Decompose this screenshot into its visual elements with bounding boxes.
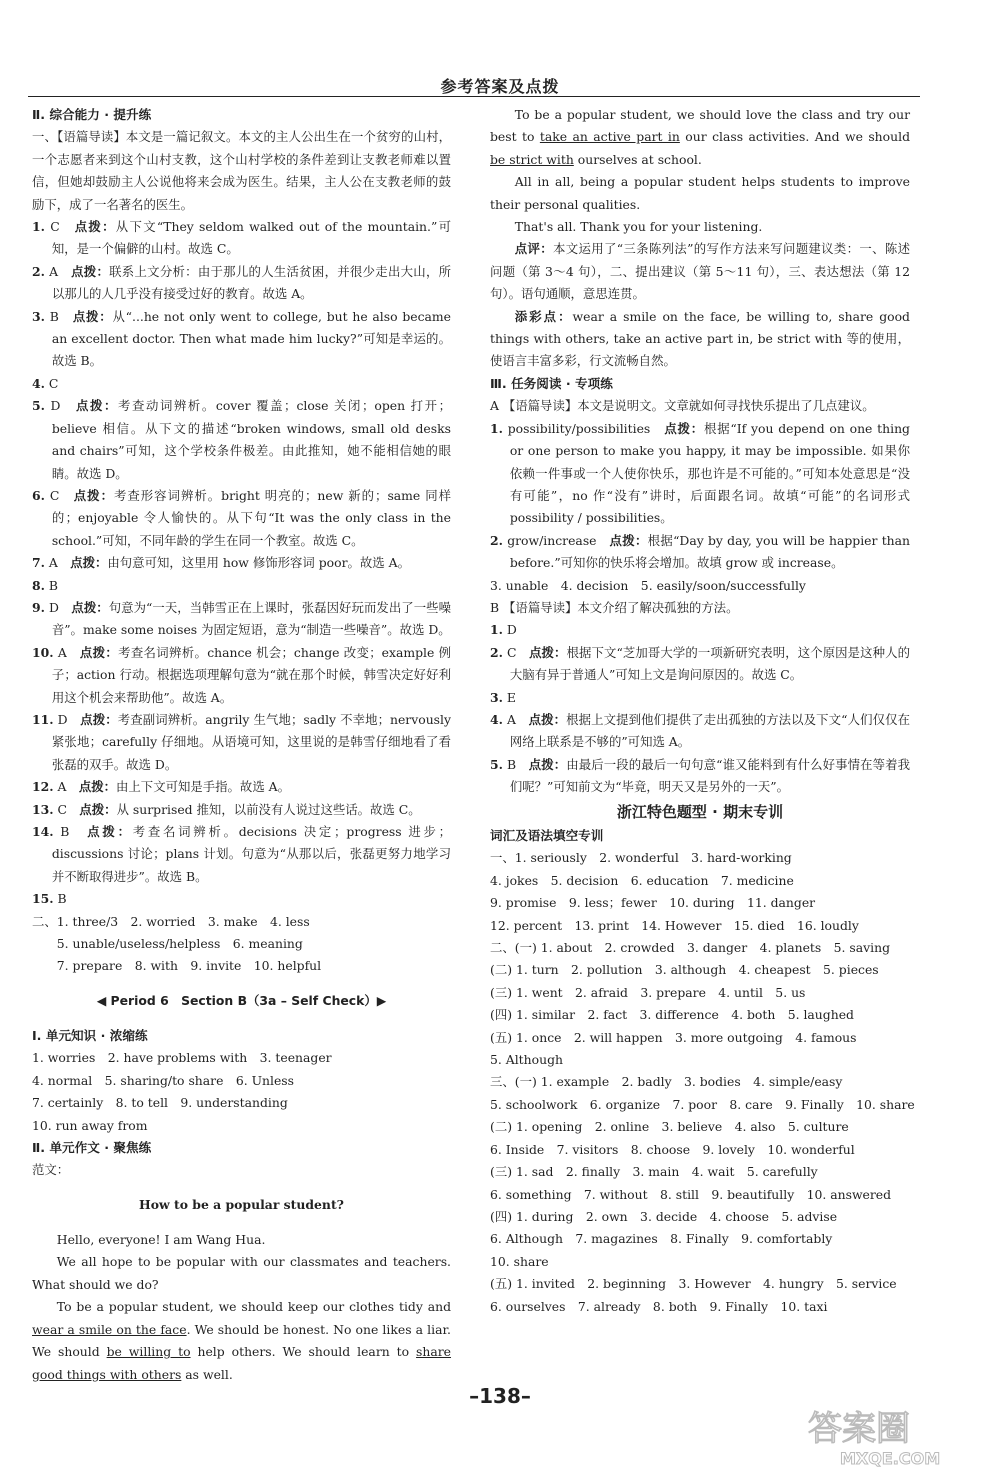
answer-row: (五) 1. once 2. will happen 3. more outgoing 4. famous bbox=[490, 1029, 857, 1045]
answer-row: 6. Inside 7. visitors 8. choose 9. lovely 10. wonderful bbox=[490, 1141, 855, 1157]
section-heading: 词汇及语法填空专训 bbox=[490, 828, 604, 843]
question-number: 8. bbox=[32, 577, 45, 593]
answer-row: 7. certainly 8. to tell 9. understanding bbox=[32, 1095, 288, 1111]
page-header bbox=[0, 0, 1000, 100]
period-heading: ◀ Period 6 Section B（3a – Self Check）▶ bbox=[96, 993, 387, 1009]
question-number: 1. bbox=[490, 420, 503, 436]
answer-row: (三) 1. went 2. afraid 3. prepare 4. until 5. us bbox=[490, 984, 806, 1000]
hint-label: 点拨： bbox=[609, 532, 648, 548]
comment-label: 添彩点： bbox=[514, 308, 573, 324]
explanation-text: 句意为“一天，当韩雪正在上课时，张磊因好玩而发出了一些噪音”。make some noises 为固定短语，意为“制造一些噪音”。故选 D。 bbox=[51, 599, 451, 638]
question-number: 12. bbox=[32, 779, 54, 795]
answer-item bbox=[32, 776, 451, 798]
answer-item bbox=[490, 418, 910, 530]
explanation-text: 考查动词辨析。cover 覆盖；close 关闭；open 打开；believe 相信。从下文的描述“broken windows, small old desks and chairs”可知，这个学校条件极差。由此推知，她不能相信她的眼睛。故选 D。 bbox=[51, 398, 452, 481]
explanation-text: 从 surprised 推知，以前没有人说过这些话。故选 C。 bbox=[116, 801, 421, 817]
answer-row: 4. normal 5. sharing/to share 6. Unless bbox=[32, 1072, 295, 1088]
question-number: 15. bbox=[32, 891, 54, 907]
hint-label: 点拨： bbox=[76, 398, 118, 414]
essay-paragraph: All in all, being a popular student helps students to improve their personal qualities. bbox=[490, 174, 910, 212]
paragraph: A 【语篇导读】本文是说明文。文章就如何寻找快乐提出了几点建议。 bbox=[490, 398, 875, 414]
explanation-text: 由上下文可知是手指。故选 A。 bbox=[116, 779, 290, 795]
answer-row: 5. unable/useless/helpless 6. meaning bbox=[32, 936, 303, 952]
answer-row: 9. promise 9. less；fewer 10. during 11. danger bbox=[490, 895, 816, 911]
answer-key: D bbox=[50, 398, 61, 414]
question-number: 4. bbox=[32, 375, 45, 391]
question-number: 14. bbox=[32, 824, 54, 839]
watermark-logo bbox=[800, 1400, 990, 1468]
answer-item bbox=[32, 888, 451, 910]
answer-row: 7. prepare 8. with 9. invite 10. helpful bbox=[32, 958, 322, 974]
answer-row: 二、(一) 1. about 2. crowded 3. danger 4. planets 5. saving bbox=[490, 940, 891, 956]
answer-item bbox=[32, 799, 451, 821]
essay-text: . We should be honest. No one likes a liar. We should bbox=[32, 1321, 451, 1360]
answer-key: C bbox=[48, 375, 59, 391]
answer-row: 4. jokes 5. decision 6. education 7. medicine bbox=[490, 872, 794, 888]
essay-text: our class activities. And we should bbox=[679, 129, 910, 145]
question-number: 1. bbox=[490, 622, 503, 638]
answer-item bbox=[32, 395, 451, 485]
watermark-text-main: 答案圈 bbox=[808, 1409, 910, 1449]
answer-row: (三) 1. sad 2. finally 3. main 4. wait 5. carefully bbox=[490, 1164, 818, 1180]
answer-item bbox=[32, 821, 451, 888]
hint-label: 点拨： bbox=[73, 487, 114, 503]
answer-key: E bbox=[506, 689, 516, 705]
explanation-text: 考查名词辨析。chance 机会；change 改变；example 例子；action 行动。根据选项理解句意为“就在那个时候，韩雪决定好好利用这个机会来帮助他”。故选 A。 bbox=[51, 644, 451, 705]
left-column bbox=[32, 104, 451, 1386]
answer-key: grow/increase bbox=[507, 532, 597, 548]
essay-text: To be a popular student, we should love the class and try our best to bbox=[490, 107, 910, 145]
essay-paragraph bbox=[32, 1296, 451, 1386]
hint-label: 点拨： bbox=[71, 263, 110, 279]
question-number: 1. bbox=[32, 219, 45, 235]
answer-row: (二) 1. turn 2. pollution 3. although 4. cheapest 5. pieces bbox=[490, 962, 879, 978]
question-number: 2. bbox=[490, 644, 503, 660]
hint-label: 点拨： bbox=[72, 308, 113, 324]
explanation-text: 根据“If you depend on one thing or one person to make you happy, it may be impossible. 如果你依赖一件事或一个人使你快乐，那也许是不可能的。”可知本处意思是“没有可能”，no 作“没有”讲时，后面跟名词。故填“可能”的名词形式 possibility / possibilities。 bbox=[509, 420, 910, 526]
answer-key: B bbox=[48, 577, 58, 593]
answer-item bbox=[490, 754, 910, 799]
answer-row: (四) 1. during 2. own 3. decide 4. choose 5. advise bbox=[490, 1208, 838, 1224]
answer-row: 3. unable 4. decision 5. easily/soon/successfully bbox=[490, 577, 806, 593]
answer-row: (二) 1. opening 2. online 3. believe 4. also 5. culture bbox=[490, 1119, 849, 1135]
explanation-text: 从下文“They seldom walked out of the mountain.”可知，是一个偏僻的山村。故选 C。 bbox=[51, 219, 452, 257]
essay-text: To be a popular student, we should keep our clothes tidy and bbox=[56, 1299, 451, 1315]
answer-item bbox=[490, 709, 910, 754]
essay-paragraph: We all hope to be popular with our classmates and teachers. What should we do? bbox=[32, 1254, 451, 1292]
right-column bbox=[490, 104, 915, 1318]
answer-key: possibility/possibilities bbox=[507, 420, 651, 436]
answer-key: A bbox=[57, 779, 67, 795]
comment-label: 点评： bbox=[514, 241, 554, 257]
answer-key: B bbox=[60, 824, 70, 839]
answer-key: C bbox=[49, 487, 60, 503]
answer-key: A bbox=[57, 644, 67, 660]
answer-row: (五) 1. invited 2. beginning 3. However 4. hungry 5. service bbox=[490, 1276, 897, 1292]
answer-item bbox=[490, 530, 910, 575]
question-number: 6. bbox=[32, 487, 45, 503]
question-number: 3. bbox=[32, 308, 45, 324]
question-number: 5. bbox=[490, 756, 503, 772]
essay-text: ourselves at school. bbox=[573, 151, 702, 167]
answer-row: 二、1. three/3 2. worried 3. make 4. less bbox=[32, 913, 310, 929]
answer-row: 6. Although 7. magazines 8. Finally 9. comfortably bbox=[490, 1231, 833, 1247]
essay-text: help others. We should learn to bbox=[190, 1344, 417, 1360]
comment-text: 本文运用了“三条陈列法”的写作方法来写问题建议类：一、陈述问题（第 3～4 句），二、提出建议（第 5～11 句），三、表达想法（第 12 句）。语句通顺，意思连贯。 bbox=[490, 241, 910, 302]
answer-row: 一、1. seriously 2. wonderful 3. hard-working bbox=[490, 850, 792, 866]
answer-key: D bbox=[57, 711, 68, 727]
answer-item bbox=[32, 216, 451, 261]
question-number: 4. bbox=[490, 711, 503, 727]
answer-row: 10. run away from bbox=[32, 1117, 148, 1133]
comment-text: wear a smile on the face, be willing to, share good things with others, take an active part in, be strict with 等的使用，使语言丰富多彩，行文流畅自然。 bbox=[490, 308, 910, 369]
answer-row: 5. Although bbox=[490, 1052, 563, 1068]
question-number: 3. bbox=[490, 689, 503, 705]
answer-item bbox=[32, 709, 451, 776]
section-heading: Ⅲ. 任务阅读 · 专项练 bbox=[490, 375, 613, 391]
underlined-phrase: share good things with others bbox=[32, 1344, 452, 1382]
hint-label: 点拨： bbox=[80, 711, 118, 727]
explanation-text: 由句意可知，这里用 how 修饰形容词 poor。故选 A。 bbox=[107, 555, 410, 571]
answer-row: 5. schoolwork 6. organize 7. poor 8. care 9. Finally 10. share bbox=[490, 1096, 915, 1112]
answer-row: 10. share bbox=[490, 1253, 549, 1269]
answer-key: C bbox=[57, 801, 67, 817]
question-number: 2. bbox=[32, 263, 45, 279]
answer-item bbox=[32, 261, 451, 306]
explanation-text: 根据下文“芝加哥大学的一项新研究表明，这个原因是这种人的大脑有异于普通人”可知上文是询问原因的。故选 C。 bbox=[509, 644, 911, 683]
answer-row: 三、(一) 1. example 2. badly 3. bodies 4. simple/easy bbox=[490, 1074, 843, 1090]
answer-item bbox=[32, 552, 451, 574]
paragraph: B 【语篇导读】本文介绍了解决孤独的方法。 bbox=[490, 599, 739, 615]
answer-item bbox=[32, 575, 451, 597]
header-title: 参考答案及点拨 bbox=[440, 77, 560, 96]
explanation-text: 考查形容词辨析。bright 明亮的；new 新的；same 同样的；enjoyable 令人愉快的。从下句“It was the only class in the school.”可知，不同年龄的学生在同一个教室。故选 C。 bbox=[51, 487, 451, 548]
explanation-text: 由最后一段的最后一句句意“谁又能料到有什么好事情在等着我们呢？”可知前文为“毕竟，明天又是另外的一天”。 bbox=[509, 756, 910, 795]
explanation-text: 从“...he not only went to college, but he also became an excellent doctor. Then what made him lucky?”可知是幸运的。故选 B。 bbox=[51, 308, 451, 369]
comment-paragraph bbox=[490, 238, 910, 305]
question-number: 11. bbox=[32, 711, 54, 727]
answer-row: 6. something 7. without 8. still 9. beautifully 10. answered bbox=[490, 1186, 892, 1202]
answer-item bbox=[490, 642, 910, 687]
hint-label: 点拨： bbox=[528, 756, 567, 772]
hint-label: 点拨： bbox=[79, 801, 117, 817]
question-number: 2. bbox=[490, 532, 503, 548]
answer-key: B bbox=[57, 891, 67, 907]
answer-item bbox=[32, 306, 451, 373]
answer-key: A bbox=[507, 711, 516, 727]
answer-item bbox=[32, 597, 451, 642]
hint-label: 点拨： bbox=[78, 779, 117, 795]
essay-title: How to be a popular student? bbox=[139, 1197, 344, 1213]
section-heading: Ⅱ. 单元作文 · 聚焦练 bbox=[32, 1140, 152, 1156]
header-rule bbox=[28, 96, 920, 97]
answer-item bbox=[32, 373, 451, 395]
essay-paragraph: That's all. Thank you for your listening. bbox=[514, 219, 763, 235]
answer-row: 范文： bbox=[32, 1162, 70, 1178]
question-number: 7. bbox=[32, 555, 45, 571]
special-section-title: 浙江特色题型 · 期末专训 bbox=[616, 802, 784, 821]
question-number: 10. bbox=[32, 644, 54, 660]
answer-row: 12. percent 13. print 14. However 15. died 16. loudly bbox=[490, 917, 859, 933]
answer-key: B bbox=[49, 308, 59, 324]
section-heading: Ⅱ. 综合能力 · 提升练 bbox=[32, 107, 152, 122]
question-number: 13. bbox=[32, 801, 54, 817]
answer-row: 6. ourselves 7. already 8. both 9. Finally 10. taxi bbox=[490, 1298, 828, 1314]
question-number: 9. bbox=[32, 599, 45, 615]
explanation-text: 根据上文提到他们提供了走出孤独的方法以及下文“人们仅仅在网络上联系是不够的”可知选 A。 bbox=[509, 711, 911, 750]
underlined-phrase: wear a smile on the face bbox=[32, 1321, 187, 1337]
essay-paragraph bbox=[490, 104, 910, 171]
hint-label: 点拨： bbox=[70, 555, 108, 571]
answer-item bbox=[32, 485, 451, 552]
explanation-text: 联系上文分析：由于那儿的人生活贫困，并很少走出大山，所以那儿的人几乎没有接受过好的教育。故选 A。 bbox=[51, 263, 452, 302]
paragraph: 一、【语篇导读】本文是一篇记叙文。本文的主人公出生在一个贫穷的山村，一个志愿者来到这个山村支教，这个山村学校的条件差到让支教老师难以置信，但她却鼓励主人公说他将来会成为医生。结果，主人公在支教老师的鼓励下，成了一名著名的医生。 bbox=[32, 129, 451, 212]
hint-label: 点拨： bbox=[74, 219, 116, 235]
underlined-phrase: be willing to bbox=[106, 1344, 191, 1360]
essay-text: as well. bbox=[181, 1366, 233, 1382]
answer-row: 1. worries 2. have problems with 3. teenager bbox=[32, 1050, 332, 1066]
answer-key: C bbox=[50, 219, 60, 235]
hint-label: 点拨： bbox=[529, 644, 567, 660]
explanation-text: 根据“Day by day, you will be happier than before.”可知你的快乐将会增加。故填 grow 或 increase。 bbox=[509, 532, 911, 571]
answer-key: D bbox=[48, 599, 59, 615]
answer-key: A bbox=[48, 555, 58, 571]
explanation-text: 考查名词辨析。decisions 决定；progress 进步；discussions 讨论；plans 计划。句意为“从那以后，张磊更努力地学习并不断取得进步”。故选 B。 bbox=[51, 824, 451, 884]
watermark-text-url: MXQE.COM bbox=[840, 1449, 941, 1468]
underlined-phrase: take an active part in bbox=[539, 129, 680, 145]
answer-item bbox=[490, 619, 910, 641]
answer-row: (四) 1. similar 2. fact 3. difference 4. both 5. laughed bbox=[490, 1007, 854, 1023]
hint-label: 点拨： bbox=[79, 644, 119, 660]
hint-label: 点拨： bbox=[71, 599, 109, 615]
essay-paragraph: Hello, everyone! I am Wang Hua. bbox=[56, 1232, 266, 1248]
answer-key: A bbox=[49, 263, 59, 279]
answer-item bbox=[32, 642, 451, 709]
section-heading: Ⅰ. 单元知识 · 浓缩练 bbox=[32, 1028, 148, 1044]
hint-label: 点拨： bbox=[87, 824, 133, 839]
underlined-phrase: be strict with bbox=[490, 151, 574, 167]
answer-key: D bbox=[506, 622, 517, 638]
answer-item bbox=[490, 687, 910, 709]
answer-key: C bbox=[506, 644, 517, 660]
comment-paragraph bbox=[490, 306, 910, 373]
explanation-text: 考查副词辨析。angrily 生气地；sadly 不幸地；nervously 紧张地；carefully 仔细地。从语境可知，这里说的是韩雪仔细地看了看张磊的双手。故选 D。 bbox=[51, 711, 451, 772]
hint-label: 点拨： bbox=[664, 420, 704, 436]
question-number: 5. bbox=[32, 398, 45, 414]
answer-key: B bbox=[506, 756, 517, 772]
hint-label: 点拨： bbox=[528, 711, 567, 727]
page-number: –138– bbox=[469, 1384, 531, 1408]
